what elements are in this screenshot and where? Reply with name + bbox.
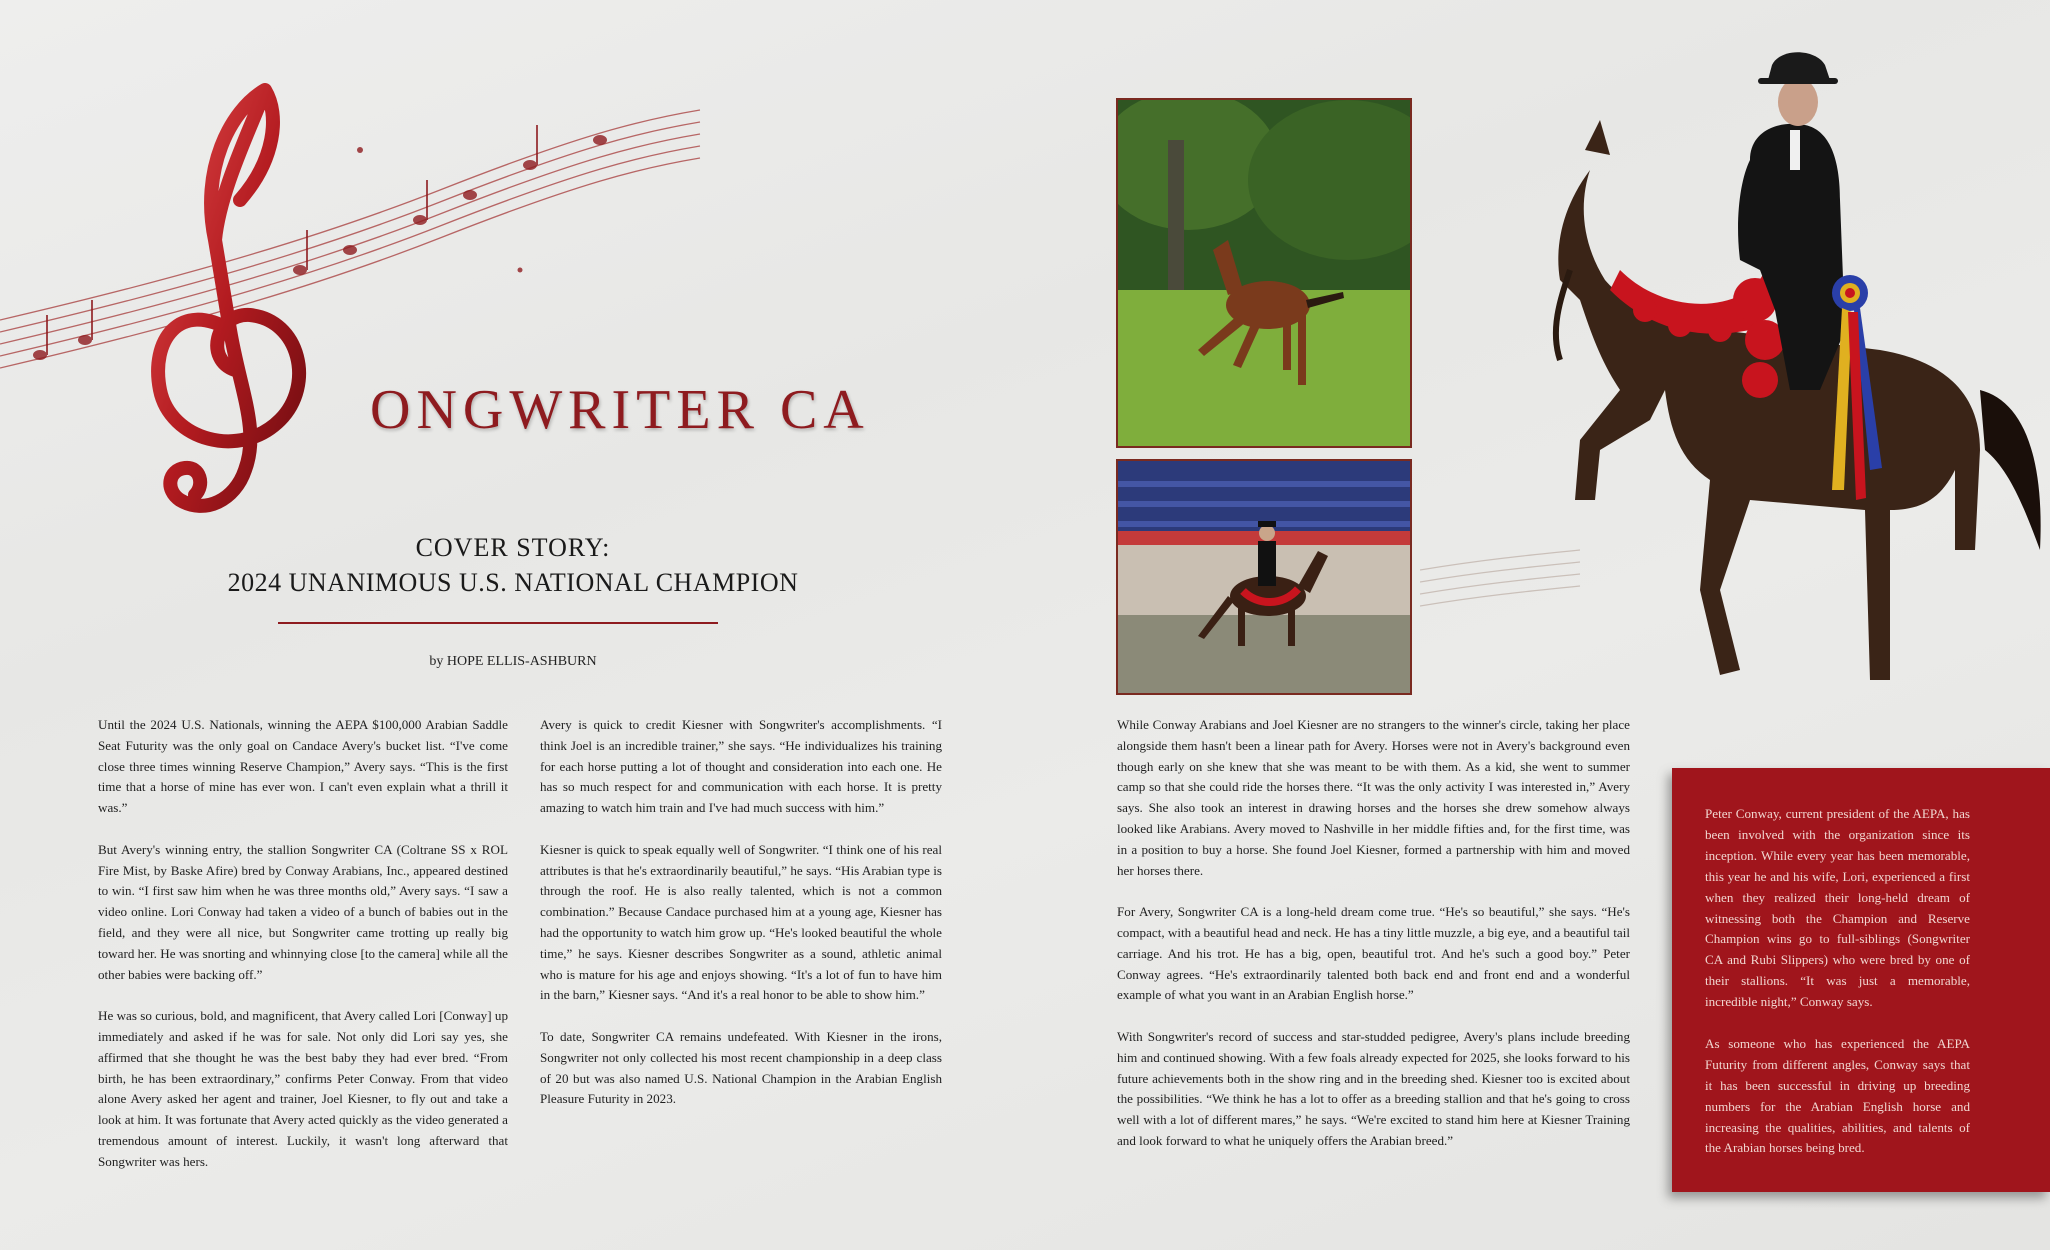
sidebar-paragraph: Peter Conway, current president of the AEPA, has been involved with the organization since its inception. While every year has been memorable, this year he and his wife, Lori, experienced a first when they realized their long-held dream of witnessing both the Champion and Reserve Champion wins go to full-siblings (Songwriter CA and Rubi Slippers) who were bred by one of their stallions. “It was just a memorable, incredible night,” Conway says. (1705, 806, 1970, 1010)
title-divider (278, 622, 718, 624)
article-column-2 (540, 715, 942, 1131)
sidebar-paragraph: As someone who has experienced the AEPA Futurity from different angles, Conway says that it has been successful in driving up breeding numbers for the Arabian English horse and increasing the qualities, abilities, and talents of the Arabian horses being bred. (1705, 1035, 1970, 1156)
paragraph: Avery is quick to credit Kiesner with Songwriter's accomplishments. “I think Joel is an incredible trainer,” she says. “He individualizes his training for each horse putting a lot of thought and consideration into each one. He has so much respect for and communication with each horse. It is pretty amazing to watch him train and I've had much success with him.” (540, 717, 942, 816)
paragraph: With Songwriter's record of success and star-studded pedigree, Avery's plans include breeding him and continued showing. With a few foals already expected for 2025, she looks forward to his future achievements both in the show ring and in the breeding shed. Kiesner too is excited about the possibilities. “We think he has a lot to offer as a breeding stallion and that he's going to cross well with a lot of different mares,” he says. “We're excited to stand him here at Kiesner Training and look forward to what he uniquely offers the Arabian breed.” (1117, 1028, 1630, 1148)
foal-photo (1116, 98, 1412, 448)
cover-headline: 2024 UNANIMOUS U.S. NATIONAL CHAMPION (227, 568, 799, 597)
paragraph: For Avery, Songwriter CA is a long-held dream come true. “He's so beautiful,” she says. “He's compact, with a beautiful head and neck. He has a tiny little muzzle, a big eye, and a beautiful tail carriage. And his trot. He has a big, open, beautiful trot. And he's such a good boy.” Peter Conway agrees. “He's extraordinarily talented both back end and front end and a wonderful example of what you want in an Arabian English horse.” (1117, 904, 1631, 1003)
paragraph: While Conway Arabians and Joel Kiesner are no strangers to the winner's circle, taking her place alongside them hasn't been a linear path for Avery. Horses were not in Avery's background even though early on she knew that she was meant to be with them. As a kid, she went to summer camp so that she could ride the horses there. “It was the only activity I was interested in,” Avery says. She also took an interest in drawing horses and the horses she drew somehow always looked like Arabians. Avery moved to Nashville in her middle fifties and, for the first time, was in a position to buy a horse. She found Joel Kiesner, formed a partnership with him and moved her horses there. (1117, 717, 1630, 878)
paragraph: Until the 2024 U.S. Nationals, winning the AEPA $100,000 Arabian Saddle Seat Futurity was the only goal on Candace Avery's bucket list. “I've come close three times winning Reserve Champion,” Avery says. “This is the first time that a horse of mine has ever won. I can't even explain what a thrill it was.” (98, 717, 508, 816)
byline: by HOPE ELLIS-ASHBURN (429, 654, 597, 669)
sidebar-text (1705, 804, 1970, 1180)
cover-story-label: COVER STORY: (415, 533, 611, 562)
article-column-1 (98, 715, 508, 1193)
treble-clef-icon (158, 90, 299, 506)
paragraph: Kiesner is quick to speak equally well of Songwriter. “I think one of his real attributes is that he's extraordinarily beautiful,” he says. “His Arabian type is through the roof. He is also really talented, which is not a common combination.” Because Candace purchased him at a young age, Kiesner has had the opportunity to watch him grow up. “He's looked beautiful the whole time,” he says. Kiesner describes Songwriter as a sound, athletic animal who is mature for his age and enjoys showing. “It's a lot of fun to have him in the barn,” Kiesner says. “And it's a real honor to be able to show him.” (540, 841, 942, 1003)
paragraph: But Avery's winning entry, the stallion Songwriter CA (Coltrane SS x ROL Fire Mist, by Baske Afire) bred by Conway Arabians, Inc., appeared destined to win. “I first saw him when he was three months old,” Avery says. “I saw a video online. Lori Conway had taken a video of a bunch of babies out in the field, and they were all nice, but Songwriter came trotting up really big toward her. He was snorting and whinnying close [to the camera] while all the other babies were backing off.” (98, 841, 508, 982)
music-staff-icon (0, 110, 700, 368)
article-column-3 (1117, 715, 1630, 1173)
paragraph: He was so curious, bold, and magnificent, that Avery called Lori [Conway] up immediately and asked if he was for sale. Not only did Lori say yes, she affirmed that she thought he was the best baby they had ever bred. “From birth, he has been extraordinary,” confirms Peter Conway. From that video alone Avery asked her agent and trainer, Joel Kiesner, to fly out and take a look at him. It was fortunate that Avery acted quickly as the video generated a tremendous amount of interest. Luckily, it wasn't long afterward that Songwriter was hers. (98, 1008, 508, 1169)
treble-clef-art (0, 70, 720, 550)
article-title: ONGWRITER CA (370, 379, 870, 441)
paragraph: To date, Songwriter CA remains undefeated. With Kiesner in the irons, Songwriter not only collected his most recent championship in a deep class of 20 but was also named U.S. National Champion in the Arabian English Pleasure Futurity in 2023. (540, 1028, 942, 1107)
show-ring-photo (1116, 459, 1412, 695)
champion-horse-photo (1420, 30, 2050, 730)
